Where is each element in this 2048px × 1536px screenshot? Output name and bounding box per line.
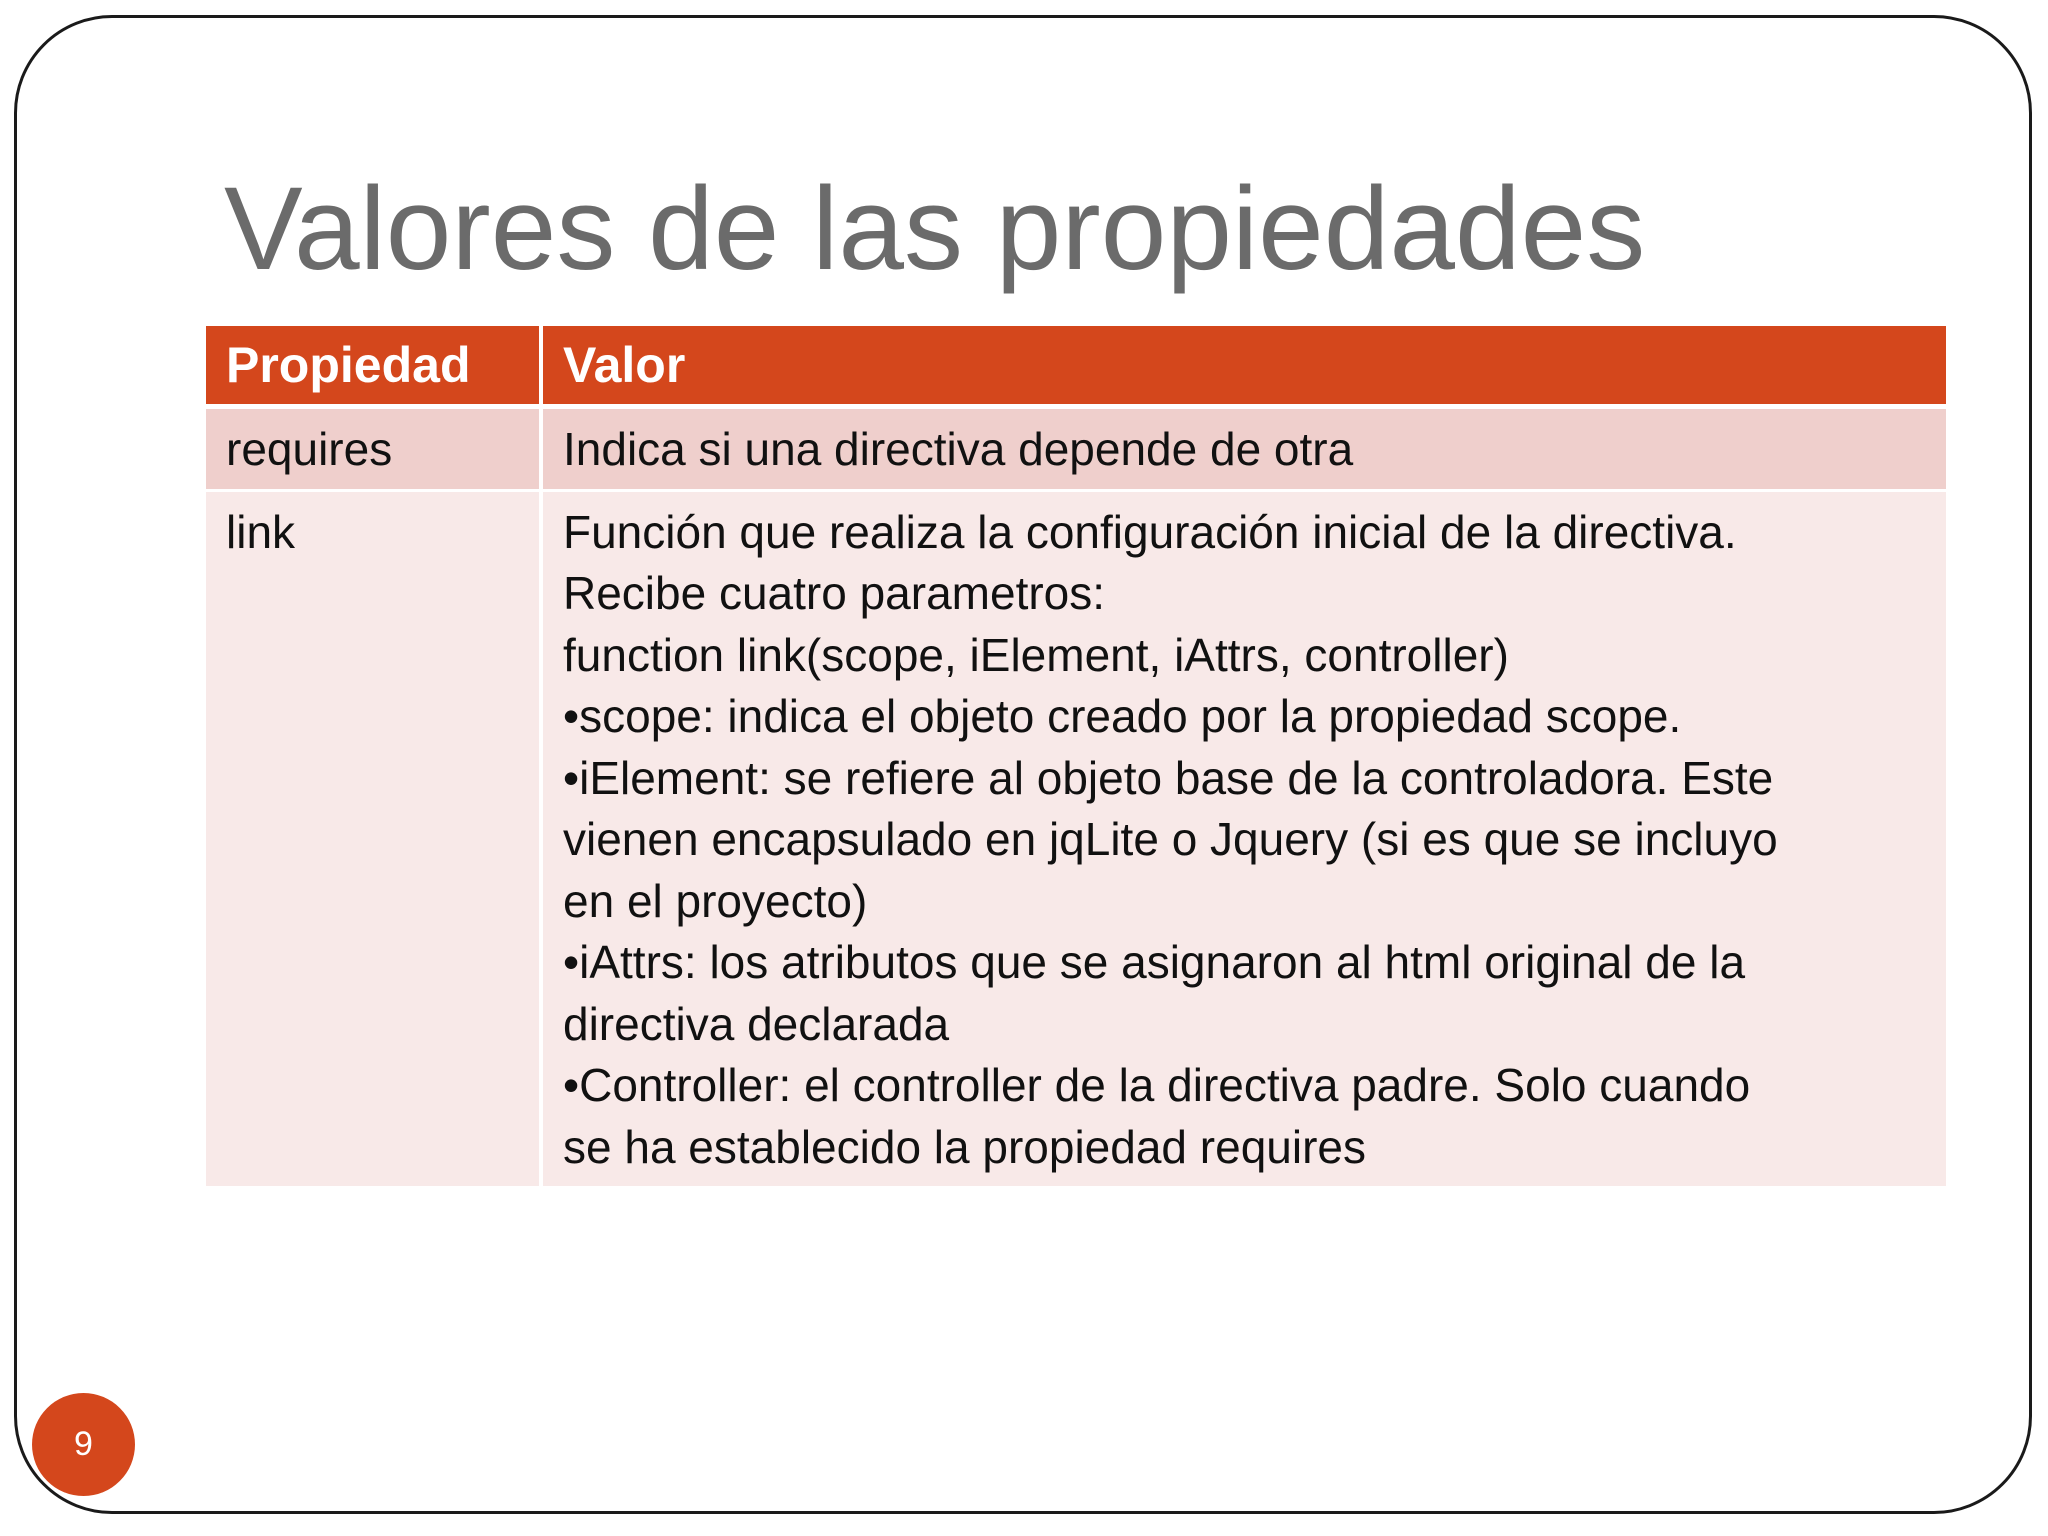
value-line: Indica si una directiva depende de otra — [563, 423, 1354, 475]
value-line: •iElement: se refiere al objeto base de la controladora. Este — [563, 751, 1774, 804]
table-row — [206, 490, 1946, 1188]
table-row — [206, 407, 1946, 491]
property-cell: link — [206, 490, 541, 1188]
value-line: se ha establecido la propiedad requires — [563, 1120, 1366, 1173]
page-number-badge: 9 — [32, 1393, 135, 1496]
value-line: function link(scope, iElement, iAttrs, controller) — [563, 628, 1509, 681]
value-line: vienen encapsulado en jqLite o Jquery (si es que se incluyo — [563, 813, 1778, 865]
value-line: Recibe cuatro parametros: — [563, 567, 1106, 619]
value-cell — [541, 490, 1946, 1188]
value-line: directiva declarada — [563, 997, 950, 1050]
value-line: Función que realiza la configuración inicial de la directiva. — [563, 505, 1737, 558]
table-header-row — [206, 326, 1946, 407]
property-cell: requires — [206, 407, 541, 491]
header-propiedad: Propiedad — [206, 326, 541, 407]
value-line: •Controller: el controller de la directiva padre. Solo cuando — [563, 1059, 1751, 1111]
value-line: •iAttrs: los atributos que se asignaron al html original de la — [563, 936, 1746, 988]
value-cell — [541, 407, 1946, 491]
header-valor: Valor — [541, 326, 1946, 407]
value-line: •scope: indica el objeto creado por la propiedad scope. — [563, 690, 1682, 742]
value-line: en el proyecto) — [563, 874, 868, 927]
slide-title: Valores de las propiedades — [224, 163, 1646, 295]
properties-table — [206, 326, 1946, 1189]
